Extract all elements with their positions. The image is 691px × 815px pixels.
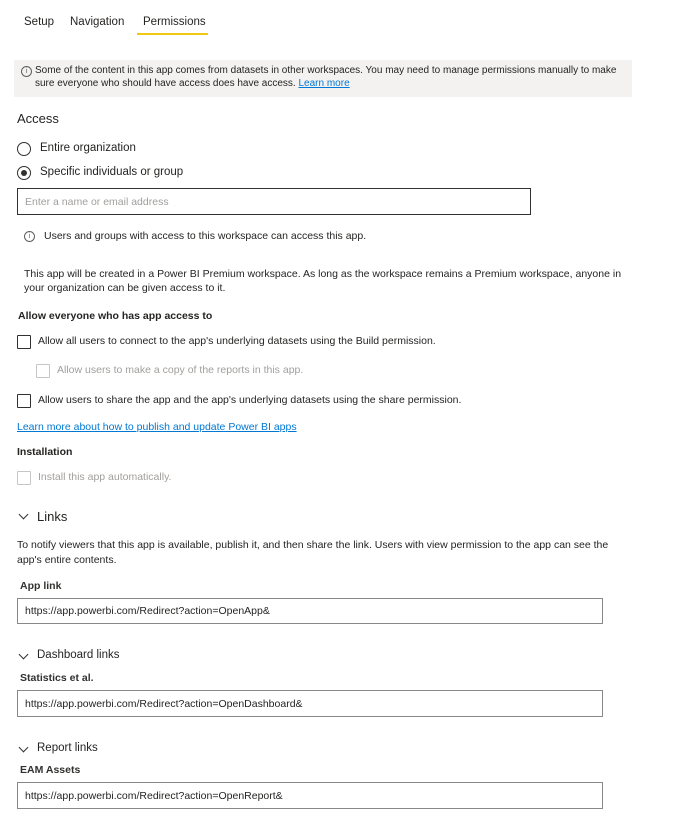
workspace-access-info: Users and groups with access to this workspace can access this app. [44, 230, 367, 242]
info-banner [14, 60, 632, 97]
learn-more-link[interactable]: Learn more [298, 78, 350, 89]
tab-navigation[interactable]: Navigation [70, 16, 125, 28]
links-description-line1: To notify viewers that this app is available, publish it, and then share the link. Users with view permission to the app can [17, 539, 571, 551]
installation-heading: Installation [17, 446, 73, 458]
links-description-line2: see the app's entire contents. [17, 539, 609, 566]
active-tab-indicator [137, 33, 208, 35]
radio-label-entire-organization[interactable]: Entire organization [40, 142, 136, 154]
auto-install-label: Install this app automatically. [38, 471, 172, 483]
dashboard-links-heading[interactable]: Dashboard links [37, 649, 120, 661]
premium-text-line1: This app will be created in a Power BI Premium workspace. As long as the workspace remains a Premium workspace, [24, 268, 573, 280]
name-or-email-input[interactable] [17, 188, 531, 215]
chevron-down-icon[interactable] [19, 510, 29, 520]
auto-install-checkbox[interactable] [17, 471, 31, 485]
radio-specific-individuals[interactable] [17, 166, 31, 180]
access-heading: Access [17, 111, 59, 126]
report-links-heading[interactable]: Report links [37, 742, 98, 754]
tab-permissions[interactable]: Permissions [143, 16, 206, 28]
dashboard-link-field[interactable] [17, 690, 603, 717]
build-permission-label[interactable]: Allow all users to connect to the app's underlying datasets using the Build permission. [38, 335, 436, 347]
banner-text [35, 64, 625, 90]
learn-more-publish-link[interactable]: Learn more about how to publish and update Power BI apps [17, 421, 297, 433]
banner-text-line2: everyone who should have access does have access. [57, 78, 296, 89]
radio-entire-organization[interactable] [17, 142, 31, 156]
report-link-field[interactable] [17, 782, 603, 809]
copy-reports-label: Allow users to make a copy of the reports in this app. [57, 364, 304, 376]
chevron-down-icon[interactable] [19, 743, 29, 753]
banner-text-line1: Some of the content in this app comes from datasets in other workspaces. You may need to manage permissions manually to make sure [35, 65, 617, 89]
share-permission-label[interactable]: Allow users to share the app and the app's underlying datasets using the share permission. [38, 394, 462, 406]
app-link-field[interactable] [17, 598, 603, 624]
premium-text [24, 267, 624, 295]
radio-label-specific-individuals[interactable]: Specific individuals or group [40, 166, 184, 178]
share-permission-checkbox[interactable] [17, 394, 31, 408]
tab-setup[interactable]: Setup [24, 16, 55, 28]
info-icon: i [21, 66, 32, 77]
premium-text-line2: anyone in your organization can be given access to it. [24, 268, 622, 294]
app-link-label: App link [20, 580, 62, 592]
links-description [17, 538, 617, 568]
links-heading[interactable]: Links [37, 509, 68, 524]
build-permission-checkbox[interactable] [17, 335, 31, 349]
allow-heading: Allow everyone who has app access to [18, 310, 213, 322]
report-label: EAM Assets [20, 764, 81, 776]
chevron-down-icon[interactable] [19, 650, 29, 660]
info-icon: i [24, 231, 35, 242]
copy-reports-checkbox[interactable] [36, 364, 50, 378]
dashboard-label: Statistics et al. [20, 672, 94, 684]
